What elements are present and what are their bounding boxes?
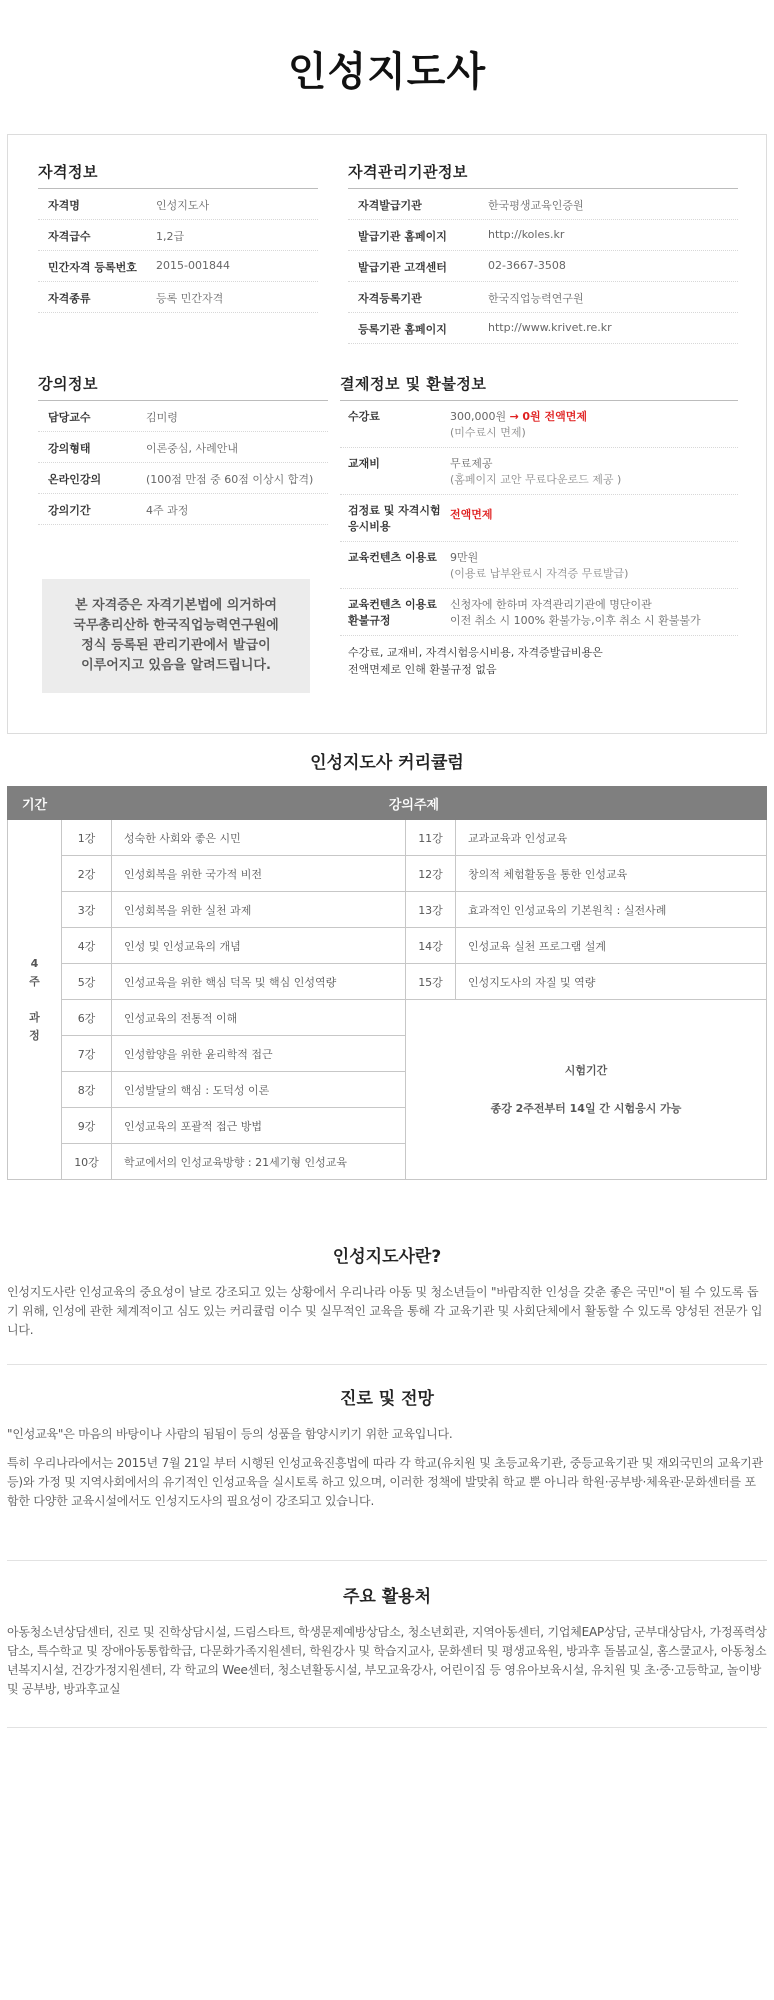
kv-key: 자격종류	[48, 292, 91, 305]
lesson-num: 14강	[406, 928, 456, 964]
pay-value	[450, 550, 628, 582]
notice-line: 정식 등록된 관리기관에서 발급이	[81, 638, 271, 653]
lesson-num: 3강	[62, 892, 112, 928]
info-box	[7, 134, 767, 734]
material-value: 무료제공	[450, 457, 493, 470]
pay-key	[340, 597, 450, 629]
career-section	[7, 1384, 767, 1521]
kv-row	[38, 463, 328, 494]
exam-value: 전액면제	[450, 508, 493, 521]
kv-value: 김미령	[146, 411, 178, 424]
pay-key: 교재비	[348, 457, 380, 470]
lesson-topic: 인성교육을 위한 핵심 덕목 및 핵심 인성역량	[112, 964, 406, 1000]
koles-link[interactable]: http://koles.kr	[488, 228, 565, 241]
kv-row	[38, 251, 318, 282]
career-paragraph: "인성교육"은 마음의 바탕이나 사람의 됨됨이 등의 성품을 함양시키기 위한 교육입니다.	[7, 1427, 453, 1441]
note-line-1: 수강료, 교재비, 자격시험응시비용, 자격증발급비용은	[348, 646, 603, 659]
lesson-num: 1강	[62, 820, 112, 856]
kv-value: 4주 과정	[146, 504, 189, 517]
career-body	[7, 1425, 767, 1511]
page-title: 인성지도사	[287, 49, 487, 95]
lesson-num: 11강	[406, 820, 456, 856]
kv-key: 자격명	[48, 199, 80, 212]
refund-key-1: 교육컨텐츠 이용료	[348, 598, 437, 611]
lesson-topic: 인성 및 인성교육의 개념	[112, 928, 406, 964]
qualification-section	[38, 161, 318, 313]
curriculum-title: 인성지도사 커리큘럼	[310, 753, 464, 773]
table-row	[8, 892, 767, 928]
kv-value: 등록 민간자격	[156, 292, 224, 305]
content-sub: (이용료 납부완료시 자격증 무료발급)	[450, 567, 629, 580]
tuition-free: 0원 전액면제	[522, 410, 587, 423]
period-text: 4	[30, 956, 39, 970]
lesson-num: 2강	[62, 856, 112, 892]
kv-value: (100점 만점 중 60점 이상시 합격)	[146, 473, 314, 486]
about-title: 인성지도사란?	[332, 1247, 442, 1267]
lesson-topic: 인성지도사의 자질 및 역량	[456, 964, 767, 1000]
lesson-topic: 교과교육과 인성교육	[456, 820, 767, 856]
kv-value: 인성지도사	[156, 199, 210, 212]
lesson-num: 8강	[62, 1072, 112, 1108]
kv-key: 강의기간	[48, 504, 91, 517]
lesson-num: 7강	[62, 1036, 112, 1072]
kv-key: 발급기관 홈페이지	[358, 230, 447, 243]
period-text: 정	[29, 1028, 40, 1042]
table-row	[8, 928, 767, 964]
table-row	[8, 1000, 767, 1036]
lesson-num: 5강	[62, 964, 112, 1000]
refund-note	[340, 636, 738, 678]
kv-value: 한국평생교육인증원	[488, 199, 584, 212]
divider	[7, 1560, 767, 1561]
table-row	[8, 856, 767, 892]
content-value: 9만원	[450, 551, 479, 564]
period-text: 과	[29, 1010, 40, 1024]
kv-row	[38, 282, 318, 313]
career-title: 진로 및 전망	[340, 1389, 434, 1409]
refund-value-1: 신청자에 한하며 자격관리기관에 명단이관	[450, 598, 652, 611]
curriculum-table	[7, 786, 767, 1180]
kv-value: 이론중심, 사례안내	[146, 442, 239, 455]
kv-row	[38, 432, 328, 463]
pay-value	[450, 409, 587, 441]
refund-key-2: 환불규정	[348, 614, 391, 627]
lesson-topic: 인성교육의 포괄적 접근 방법	[112, 1108, 406, 1144]
table-row	[8, 820, 767, 856]
header-topic: 강의주제	[62, 787, 767, 820]
payment-title: 결제정보 및 환불정보	[340, 373, 738, 401]
kv-value: 2015-001844	[156, 259, 230, 272]
kv-key: 자격급수	[48, 230, 91, 243]
agency-section	[348, 161, 738, 344]
lesson-topic: 인성회복을 위한 실천 과제	[112, 892, 406, 928]
tuition-price: 300,000원	[450, 410, 507, 423]
krivet-link[interactable]: http://www.krivet.re.kr	[488, 321, 612, 334]
pay-value	[450, 597, 701, 629]
lesson-num: 15강	[406, 964, 456, 1000]
kv-key: 담당교수	[48, 411, 91, 424]
kv-row	[348, 220, 738, 251]
lesson-num: 4강	[62, 928, 112, 964]
exam-title: 시험기간	[564, 1063, 608, 1077]
lesson-topic: 인성교육의 전통적 이해	[112, 1000, 406, 1036]
lesson-num: 6강	[62, 1000, 112, 1036]
pay-value	[450, 456, 621, 488]
usage-body: 아동청소년상담센터, 진로 및 진학상담시설, 드림스타트, 학생문제예방상담소, 청소년회관, 지역아동센터, 기업체EAP상담, 군부대상담사, 가정폭력상담소, 특수학교 및 장애아동통합학급, 다문화가족지원센터, 학원강사 및 학습지교사, 문화센터 및 평생교육원, 방과후 돌봄교실, 홈스쿨교사, 아동청소년복지시설, 건강가정지원센터, 각 학교의 Wee센터, 청소년활동시설, 부모교육강사, 어린이집 등 영유아보육시설, 유치원 및 초·중·고등학교, 놀이방 및 공부방, 방과후교실	[7, 1625, 767, 1696]
kv-row	[348, 313, 738, 344]
lesson-topic: 성숙한 사회와 좋은 시민	[112, 820, 406, 856]
pay-key: 교육컨텐츠 이용료	[348, 551, 437, 564]
note-line-2: 전액면제로 인해 환불규정 없음	[348, 663, 497, 676]
kv-row	[38, 220, 318, 251]
lesson-topic: 인성교육 실천 프로그램 설계	[456, 928, 767, 964]
lesson-topic: 창의적 체험활동을 통한 인성교육	[456, 856, 767, 892]
kv-row	[38, 189, 318, 220]
kv-row	[348, 282, 738, 313]
notice-line: 이루어지고 있음을 알려드립니다.	[81, 658, 271, 673]
pay-row-refund	[340, 589, 738, 636]
kv-key: 자격등록기관	[358, 292, 422, 305]
kv-key: 강의형태	[48, 442, 91, 455]
career-paragraph: 특히 우리나라에서는 2015년 7월 21일 부터 시행된 인성교육진흥법에 따라 각 학교(유치원 및 초등교육기관, 중등교육기관 및 재외국민의 교육기관 등)와 가정 및 지역사회에서의 유기적인 인성교육을 실시토록 하고 있으며, 이러한 정책에 발맞춰 학교 뿐 아니라 학원·공부방·체육관·문화센터를 포함한 다양한 교육시설에서도 인성지도사의 필요성이 강조되고 있습니다.	[7, 1456, 763, 1508]
exam-period-cell	[406, 1000, 767, 1180]
tuition-arrow: →	[509, 410, 519, 423]
notice-line: 본 자격증은 자격기본법에 의거하여	[75, 598, 277, 613]
period-text: 주	[29, 974, 40, 988]
pay-key: 수강료	[348, 410, 380, 423]
kv-row	[348, 251, 738, 282]
payment-section	[340, 373, 738, 678]
notice-line: 국무총리산하 한국직업능력연구원에	[73, 618, 279, 633]
lesson-num: 10강	[62, 1144, 112, 1180]
pay-row-tuition	[340, 401, 738, 448]
kv-row	[38, 494, 328, 525]
lesson-topic: 인성회복을 위한 국가적 비전	[112, 856, 406, 892]
period-cell	[8, 820, 62, 1180]
pay-row-content	[340, 542, 738, 589]
pay-row-material	[340, 448, 738, 495]
header-period: 기간	[8, 787, 62, 820]
kv-key: 등록기관 홈페이지	[358, 323, 447, 336]
kv-row	[348, 189, 738, 220]
notice-box	[42, 579, 310, 693]
about-body: 인성지도사란 인성교육의 중요성이 날로 강조되고 있는 상황에서 우리나라 아동 및 청소년들이 "바람직한 인성을 갖춘 좋은 국민"이 될 수 있도록 돕기 위해, 인성에 관한 체계적이고 심도 있는 커리큘럼 이수 및 실무적인 교육을 통해 각 교육기관 및 사회단체에서 활동할 수 있도록 양성된 전문가 입니다.	[7, 1285, 763, 1337]
kv-key: 민간자격 등록번호	[48, 261, 137, 274]
agency-title: 자격관리기관정보	[348, 161, 738, 189]
usage-section	[7, 1582, 767, 1699]
kv-key: 자격발급기관	[358, 199, 422, 212]
table-row	[8, 964, 767, 1000]
tuition-sub: (미수료시 면제)	[450, 426, 526, 439]
lesson-topic: 효과적인 인성교육의 기본원칙 : 실전사례	[456, 892, 767, 928]
pay-row-exam	[340, 495, 738, 542]
kv-value: 1,2급	[156, 230, 185, 243]
lesson-num: 9강	[62, 1108, 112, 1144]
lecture-section	[38, 373, 328, 525]
lesson-num: 13강	[406, 892, 456, 928]
lesson-topic: 학교에서의 인성교육방향 : 21세기형 인성교육	[112, 1144, 406, 1180]
divider	[7, 1364, 767, 1365]
lesson-topic: 인성발달의 핵심 : 도덕성 이론	[112, 1072, 406, 1108]
qualification-title: 자격정보	[38, 161, 318, 189]
material-sub: (홈페이지 교안 무료다운로드 제공 )	[450, 473, 622, 486]
exam-key-2: 응시비용	[348, 520, 391, 533]
lesson-topic: 인성함양을 위한 윤리학적 접근	[112, 1036, 406, 1072]
kv-row	[38, 401, 328, 432]
kv-key: 발급기관 고객센터	[358, 261, 447, 274]
kv-value: 02-3667-3508	[488, 259, 566, 272]
lecture-title: 강의정보	[38, 373, 328, 401]
divider	[7, 1727, 767, 1728]
refund-value-2: 이전 취소 시 100% 환불가능,이후 취소 시 환불불가	[450, 614, 701, 627]
about-section	[7, 1242, 767, 1340]
kv-value: 한국직업능력연구원	[488, 292, 584, 305]
exam-key-1: 검정료 및 자격시험	[348, 504, 441, 517]
usage-title: 주요 활용처	[342, 1587, 432, 1607]
lesson-num: 12강	[406, 856, 456, 892]
pay-key	[340, 503, 450, 535]
exam-desc: 종강 2주전부터 14일 간 시험응시 가능	[490, 1101, 682, 1115]
kv-key: 온라인강의	[48, 473, 102, 486]
